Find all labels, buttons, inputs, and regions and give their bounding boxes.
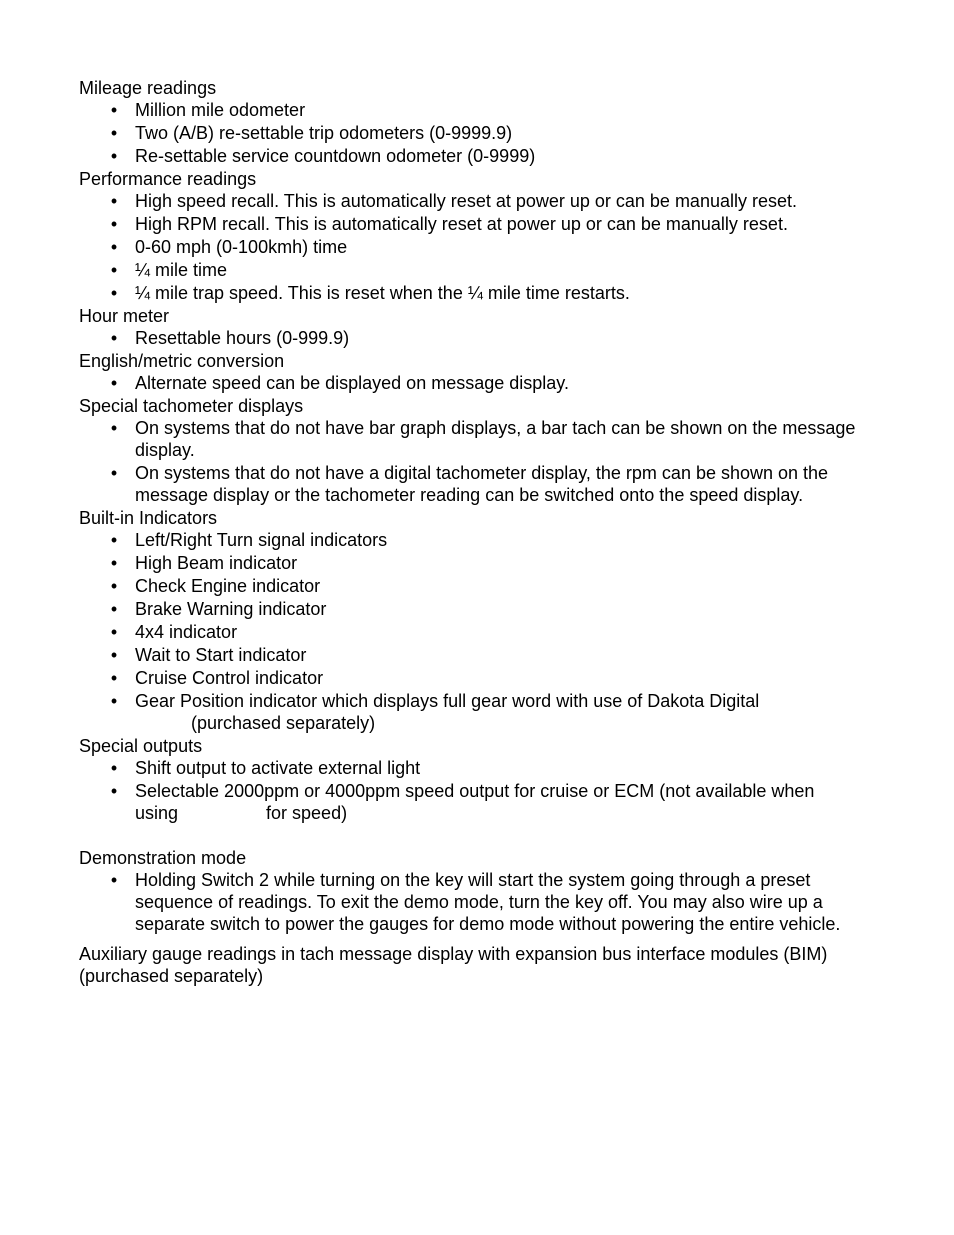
- indicators-list: [79, 529, 879, 734]
- bullet-icon: •: [110, 123, 118, 143]
- bullet-icon: •: [110, 191, 118, 211]
- bullet-icon: •: [110, 214, 118, 234]
- section-heading-english-metric: English/metric conversion: [79, 351, 285, 371]
- bullet-icon: •: [110, 599, 118, 619]
- bullet-icon: •: [110, 237, 118, 257]
- bullet-icon: •: [110, 758, 118, 778]
- section-heading-demo-mode: Demonstration mode: [79, 848, 247, 868]
- list-item: • On systems that do not have bar graph displays, a bar tach can be shown on the message display.: [79, 417, 879, 461]
- bullet-icon: •: [110, 283, 118, 303]
- list-item-speed-output: [79, 780, 879, 824]
- list-item: • Cruise Control indicator: [79, 667, 879, 689]
- bullet-icon: •: [110, 668, 118, 688]
- bullet-icon: •: [110, 530, 118, 550]
- bullet-icon: •: [110, 781, 118, 801]
- document-page: [79, 77, 879, 987]
- section-heading-hour-meter: Hour meter: [79, 306, 170, 326]
- list-item: • Shift output to activate external light: [79, 757, 879, 779]
- list-item: • Brake Warning indicator: [79, 598, 879, 620]
- section-heading-mileage: Mileage readings: [79, 78, 217, 98]
- list-item: • ¼ mile time: [79, 259, 879, 281]
- list-item: • Two (A/B) re-settable trip odometers (0-9999.9): [79, 122, 879, 144]
- speed-item-line2b: for speed): [266, 803, 348, 823]
- bullet-icon: •: [110, 691, 118, 711]
- list-item: • 4x4 indicator: [79, 621, 879, 643]
- list-item: • Left/Right Turn signal indicators: [79, 529, 879, 551]
- speed-item-line2a: using: [135, 803, 179, 823]
- spacer: [79, 825, 879, 847]
- list-item: • 0-60 mph (0-100kmh) time: [79, 236, 879, 258]
- list-item: • Holding Switch 2 while turning on the key will start the system going through a preset sequence of readings. To exit the demo mode, turn the key off. You may also wire up a separate switch to power the gauges for demo mode without powering the entire vehicle.: [79, 869, 879, 935]
- section-heading-performance: Performance readings: [79, 169, 257, 189]
- bullet-icon: •: [110, 576, 118, 596]
- auxiliary-paragraph: Auxiliary gauge readings in tach message display with expansion bus interface modules (BIM) (purchased separately): [79, 944, 828, 986]
- demo-mode-list: [79, 869, 879, 935]
- section-heading-special-outputs: Special outputs: [79, 736, 203, 756]
- bullet-icon: •: [110, 328, 118, 348]
- hour-meter-list: [79, 327, 879, 349]
- section-heading-tachometer: Special tachometer displays: [79, 396, 304, 416]
- bullet-icon: •: [110, 463, 118, 483]
- list-item: • Resettable hours (0-999.9): [79, 327, 879, 349]
- list-item: • High speed recall. This is automatically reset at power up or can be manually reset.: [79, 190, 879, 212]
- bullet-icon: •: [110, 418, 118, 438]
- mileage-list: [79, 99, 879, 167]
- bullet-icon: •: [110, 260, 118, 280]
- list-item: • Alternate speed can be displayed on message display.: [79, 372, 879, 394]
- list-item: • ¼ mile trap speed. This is reset when the ¼ mile time restarts.: [79, 282, 879, 304]
- bullet-icon: •: [110, 100, 118, 120]
- section-heading-indicators: Built-in Indicators: [79, 508, 218, 528]
- gear-item-line1: Gear Position indicator which displays full gear word with use of Dakota Digital: [135, 691, 760, 711]
- list-item-gear-position: [79, 690, 879, 734]
- list-item: • Wait to Start indicator: [79, 644, 879, 666]
- tachometer-list: [79, 417, 879, 506]
- list-item: • Million mile odometer: [79, 99, 879, 121]
- gear-item-line2: (purchased separately): [191, 713, 376, 733]
- speed-item-line1: Selectable 2000ppm or 4000ppm speed output for cruise or ECM (not available when: [135, 781, 815, 801]
- bullet-icon: •: [110, 146, 118, 166]
- list-item: • Re-settable service countdown odometer (0-9999): [79, 145, 879, 167]
- list-item: • High Beam indicator: [79, 552, 879, 574]
- bullet-icon: •: [110, 373, 118, 393]
- bullet-icon: •: [110, 553, 118, 573]
- bullet-icon: •: [110, 645, 118, 665]
- performance-list: [79, 190, 879, 304]
- english-metric-list: [79, 372, 879, 394]
- bullet-icon: •: [110, 622, 118, 642]
- special-outputs-list: [79, 757, 879, 824]
- list-item: • Check Engine indicator: [79, 575, 879, 597]
- bullet-icon: •: [110, 870, 118, 890]
- list-item: • High RPM recall. This is automatically reset at power up or can be manually reset.: [79, 213, 879, 235]
- list-item: • On systems that do not have a digital tachometer display, the rpm can be shown on the message display or the tachometer reading can be switched onto the speed display.: [79, 462, 879, 506]
